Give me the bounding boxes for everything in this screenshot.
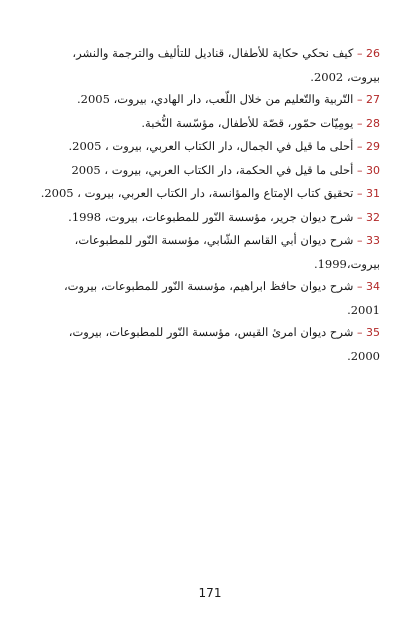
reference-item — [36, 112, 380, 136]
reference-text: شرح ديوان جرير، مؤسسة النّور للمطبوعات، بيروت، 1998. — [68, 209, 354, 224]
reference-text: شرح ديوان حافظ ابراهيم، مؤسسة النّور للمطبوعات، بيروت، 2001. — [63, 279, 380, 317]
reference-text: أحلى ما قيل في الجمال، دار الكتاب العربي، بيروت ، 2005. — [68, 139, 354, 153]
reference-number: 35 – — [357, 326, 380, 339]
reference-item — [36, 135, 380, 159]
reference-item — [36, 159, 380, 183]
reference-item — [36, 88, 380, 112]
reference-text: كيف نحكي حكاية للأطفال، قناديل للتأليف والترجمة والنشر، بيروت، 2002. — [72, 46, 380, 84]
reference-number: 28 – — [357, 116, 380, 130]
reference-number: 33 – — [357, 234, 380, 247]
reference-item — [36, 42, 380, 88]
reference-number: 34 – — [357, 280, 380, 293]
reference-number: 32 – — [357, 210, 380, 224]
reference-text: تحقيق كتاب الإمتاع والمؤانسة، دار الكتاب العربي، بيروت ، 2005. — [40, 186, 354, 200]
reference-item — [36, 229, 380, 275]
reference-number: 30 – — [357, 163, 380, 177]
page-number: 171 — [198, 586, 222, 600]
reference-number: 29 – — [357, 140, 380, 153]
reference-text: شرح ديوان امرئ القيس، مؤسسة النّور للمطبوعات، بيروت، 2000. — [68, 325, 380, 363]
reference-text: التّربية والتّعليم من خلال اللّعب، دار الهادي، بيروت، 2005. — [76, 92, 354, 106]
reference-number: 31 – — [357, 187, 380, 200]
reference-number: 27 – — [357, 93, 380, 106]
reference-text: أحلى ما قيل في الحكمة، دار الكتاب العربي، بيروت ، 2005 — [71, 162, 354, 177]
reference-number: 26 – — [357, 47, 380, 60]
reference-item — [36, 182, 380, 206]
reference-item — [36, 321, 380, 367]
reference-item — [36, 275, 380, 321]
reference-text: شرح ديوان أبي القاسم الشّابي، مؤسسة النّور للمطبوعات، بيروت،1999. — [74, 233, 380, 271]
reference-text: يومِيّات حمّور، قصّة للأطفال، مؤسّسة النُّخبة. — [141, 115, 354, 130]
reference-item — [36, 206, 380, 230]
reference-list — [36, 42, 380, 367]
